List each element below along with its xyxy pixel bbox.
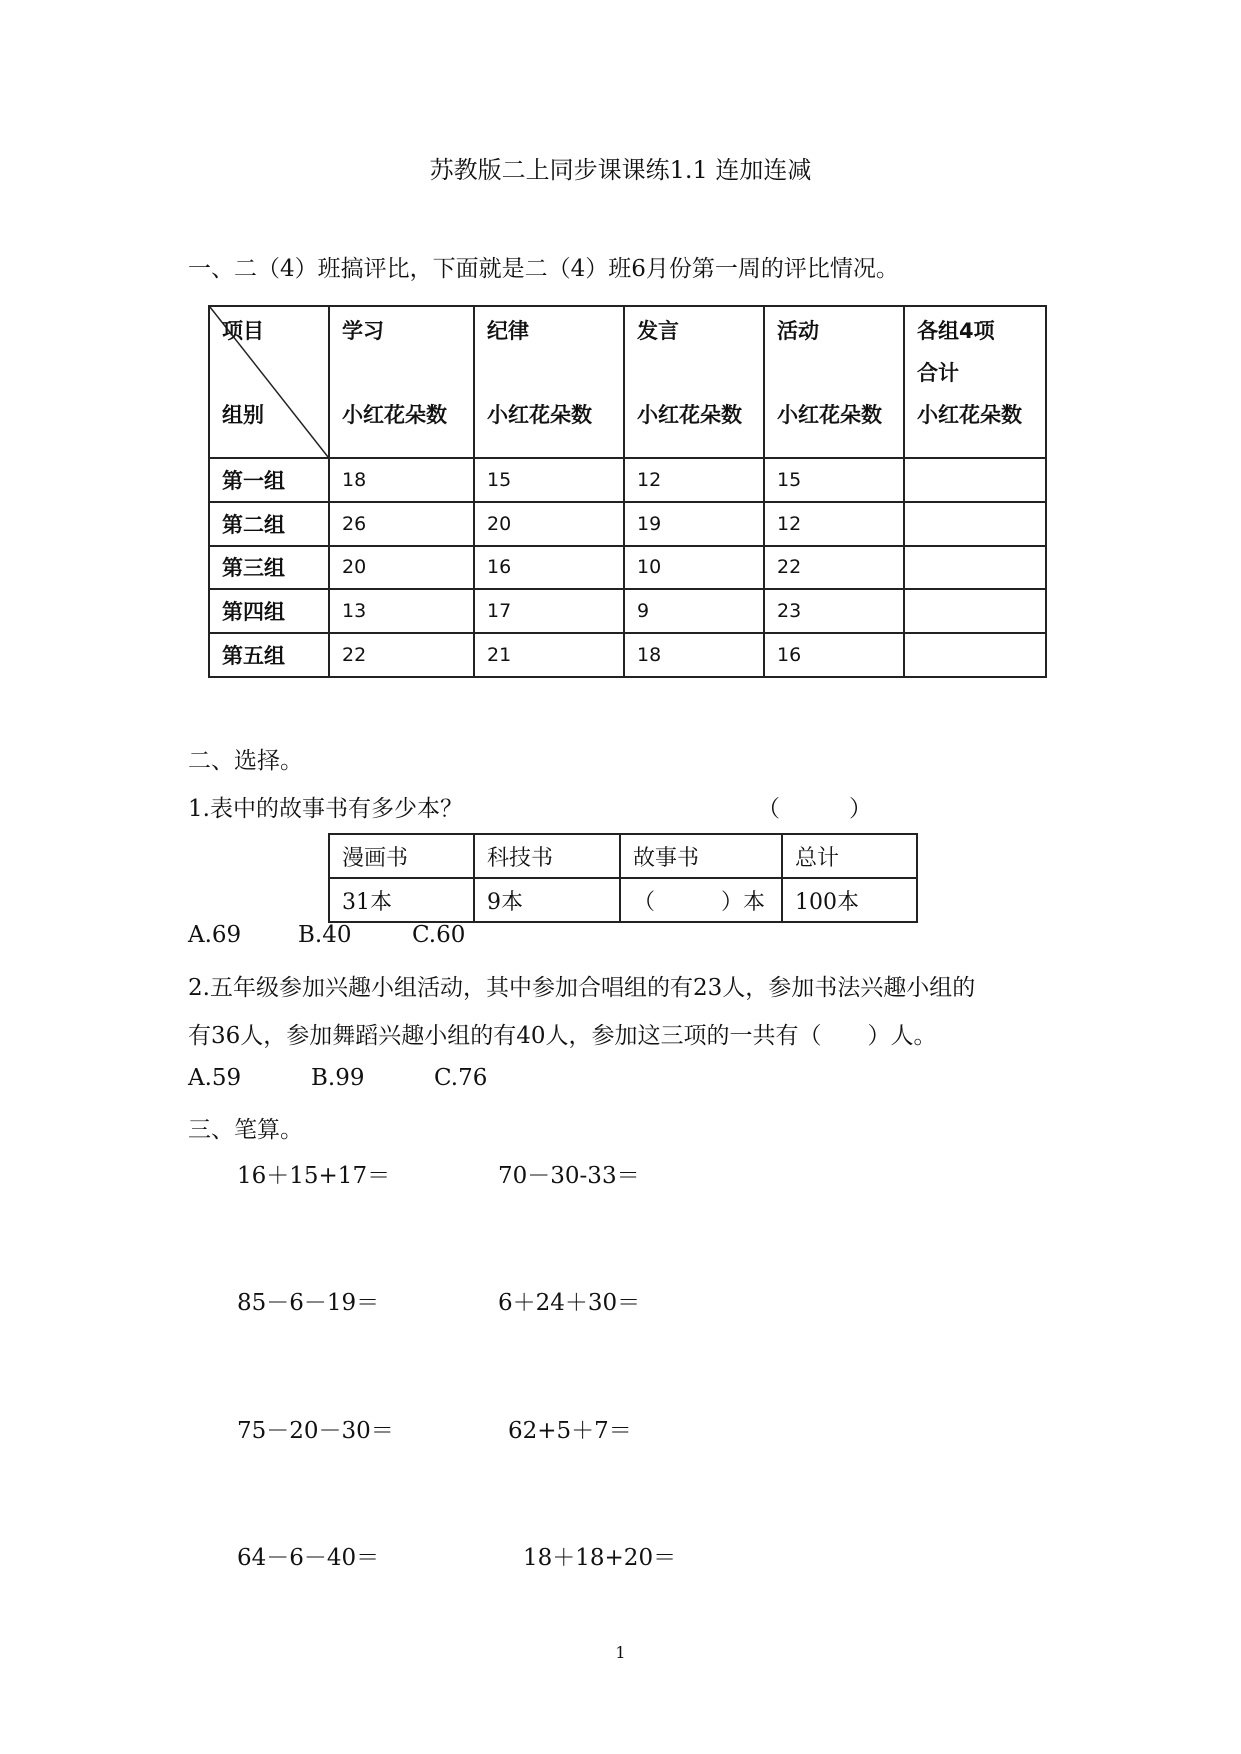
option-a[interactable]: A.69 bbox=[188, 922, 242, 948]
calc-problem: 16＋15+17＝ bbox=[237, 1163, 391, 1189]
column-header bbox=[624, 306, 764, 458]
blank-answer-cell[interactable] bbox=[904, 458, 1046, 502]
column-header-total bbox=[904, 306, 1046, 458]
table-header-row bbox=[209, 306, 1046, 458]
column-header-top: 各组4项 bbox=[917, 319, 995, 343]
column-header-bottom: 小红花朵数 bbox=[342, 403, 447, 427]
table-cell: 13 bbox=[329, 589, 474, 633]
calc-problem: 6＋24＋30＝ bbox=[498, 1290, 641, 1316]
question-1-text: 1.表中的故事书有多少本？ bbox=[188, 796, 463, 822]
table-cell: 26 bbox=[329, 502, 474, 546]
row-label: 第三组 bbox=[209, 546, 329, 590]
blank-answer-cell[interactable] bbox=[904, 502, 1046, 546]
option-b[interactable]: B.40 bbox=[298, 922, 352, 948]
option-c[interactable]: C.60 bbox=[412, 922, 466, 948]
calc-problem: 70－30-33＝ bbox=[498, 1163, 640, 1189]
section2-heading: 二、选择。 bbox=[188, 748, 303, 774]
table-cell: 17 bbox=[474, 589, 624, 633]
table-cell: 23 bbox=[764, 589, 904, 633]
column-header: 漫画书 bbox=[329, 834, 474, 878]
column-header bbox=[764, 306, 904, 458]
page-title: 苏教版二上同步课课练1.1 连加连减 bbox=[429, 156, 812, 184]
table-cell: 9本 bbox=[474, 878, 620, 922]
row-label: 第一组 bbox=[209, 458, 329, 502]
row-label: 第五组 bbox=[209, 633, 329, 677]
table-cell: 18 bbox=[329, 458, 474, 502]
table-cell: 18 bbox=[624, 633, 764, 677]
table-cell: 10 bbox=[624, 546, 764, 590]
table-cell: 15 bbox=[474, 458, 624, 502]
calc-problem: 75－20－30＝ bbox=[237, 1418, 394, 1444]
question-1-answer-paren[interactable]: （ ） bbox=[757, 796, 872, 822]
table-cell: 15 bbox=[764, 458, 904, 502]
row-label: 第二组 bbox=[209, 502, 329, 546]
table-cell: 21 bbox=[474, 633, 624, 677]
corner-label-item: 项目 bbox=[222, 319, 264, 343]
table-row bbox=[329, 878, 917, 922]
option-c[interactable]: C.76 bbox=[434, 1065, 488, 1091]
table-cell: 20 bbox=[474, 502, 624, 546]
evaluation-table bbox=[208, 305, 1047, 678]
column-header-bottom: 小红花朵数 bbox=[637, 403, 742, 427]
corner-header-cell bbox=[209, 306, 329, 458]
table-cell: 22 bbox=[329, 633, 474, 677]
table-cell: 9 bbox=[624, 589, 764, 633]
table-row bbox=[209, 633, 1046, 677]
column-header-bottom: 小红花朵数 bbox=[487, 403, 592, 427]
blank-answer-cell[interactable] bbox=[904, 546, 1046, 590]
column-header-top: 学习 bbox=[342, 319, 384, 343]
blank-answer-cell[interactable] bbox=[904, 589, 1046, 633]
question-2-line1: 2.五年级参加兴趣小组活动，其中参加合唱组的有23人，参加书法兴趣小组的 bbox=[188, 975, 976, 1001]
row-label: 第四组 bbox=[209, 589, 329, 633]
column-header-top: 发言 bbox=[637, 319, 679, 343]
table-cell: 16 bbox=[764, 633, 904, 677]
column-header-bottom: 小红花朵数 bbox=[917, 403, 1022, 427]
column-header: 总计 bbox=[782, 834, 917, 878]
blank-answer-cell[interactable]: （ ）本 bbox=[620, 878, 782, 922]
column-header bbox=[474, 306, 624, 458]
column-header: 故事书 bbox=[620, 834, 782, 878]
column-header: 科技书 bbox=[474, 834, 620, 878]
column-header-top: 活动 bbox=[777, 319, 819, 343]
books-table bbox=[328, 833, 918, 923]
table-row bbox=[209, 502, 1046, 546]
page-number: 1 bbox=[615, 1643, 626, 1662]
table-cell: 16 bbox=[474, 546, 624, 590]
option-b[interactable]: B.99 bbox=[311, 1065, 365, 1091]
section3-heading: 三、笔算。 bbox=[188, 1117, 303, 1143]
table-cell: 20 bbox=[329, 546, 474, 590]
table-row bbox=[209, 589, 1046, 633]
calc-problem: 64－6－40＝ bbox=[237, 1545, 380, 1571]
column-header-bottom: 小红花朵数 bbox=[777, 403, 882, 427]
question-2-line2: 有36人，参加舞蹈兴趣小组的有40人，参加这三项的一共有（ ）人。 bbox=[188, 1023, 937, 1049]
column-header-mid: 合计 bbox=[917, 361, 959, 385]
table-cell: 31本 bbox=[329, 878, 474, 922]
table-cell: 12 bbox=[764, 502, 904, 546]
table-cell: 19 bbox=[624, 502, 764, 546]
corner-label-group: 组别 bbox=[222, 403, 264, 427]
column-header bbox=[329, 306, 474, 458]
table-header-row bbox=[329, 834, 917, 878]
table-cell: 100本 bbox=[782, 878, 917, 922]
calc-problem: 18＋18+20＝ bbox=[523, 1545, 677, 1571]
blank-answer-cell[interactable] bbox=[904, 633, 1046, 677]
option-a[interactable]: A.59 bbox=[188, 1065, 242, 1091]
table-cell: 12 bbox=[624, 458, 764, 502]
table-row bbox=[209, 458, 1046, 502]
column-header-top: 纪律 bbox=[487, 319, 529, 343]
section1-heading: 一、二（4）班搞评比，下面就是二（4）班6月份第一周的评比情况。 bbox=[188, 256, 899, 282]
calc-problem: 62+5＋7＝ bbox=[508, 1418, 632, 1444]
calc-problem: 85－6－19＝ bbox=[237, 1290, 380, 1316]
table-row bbox=[209, 546, 1046, 590]
table-cell: 22 bbox=[764, 546, 904, 590]
